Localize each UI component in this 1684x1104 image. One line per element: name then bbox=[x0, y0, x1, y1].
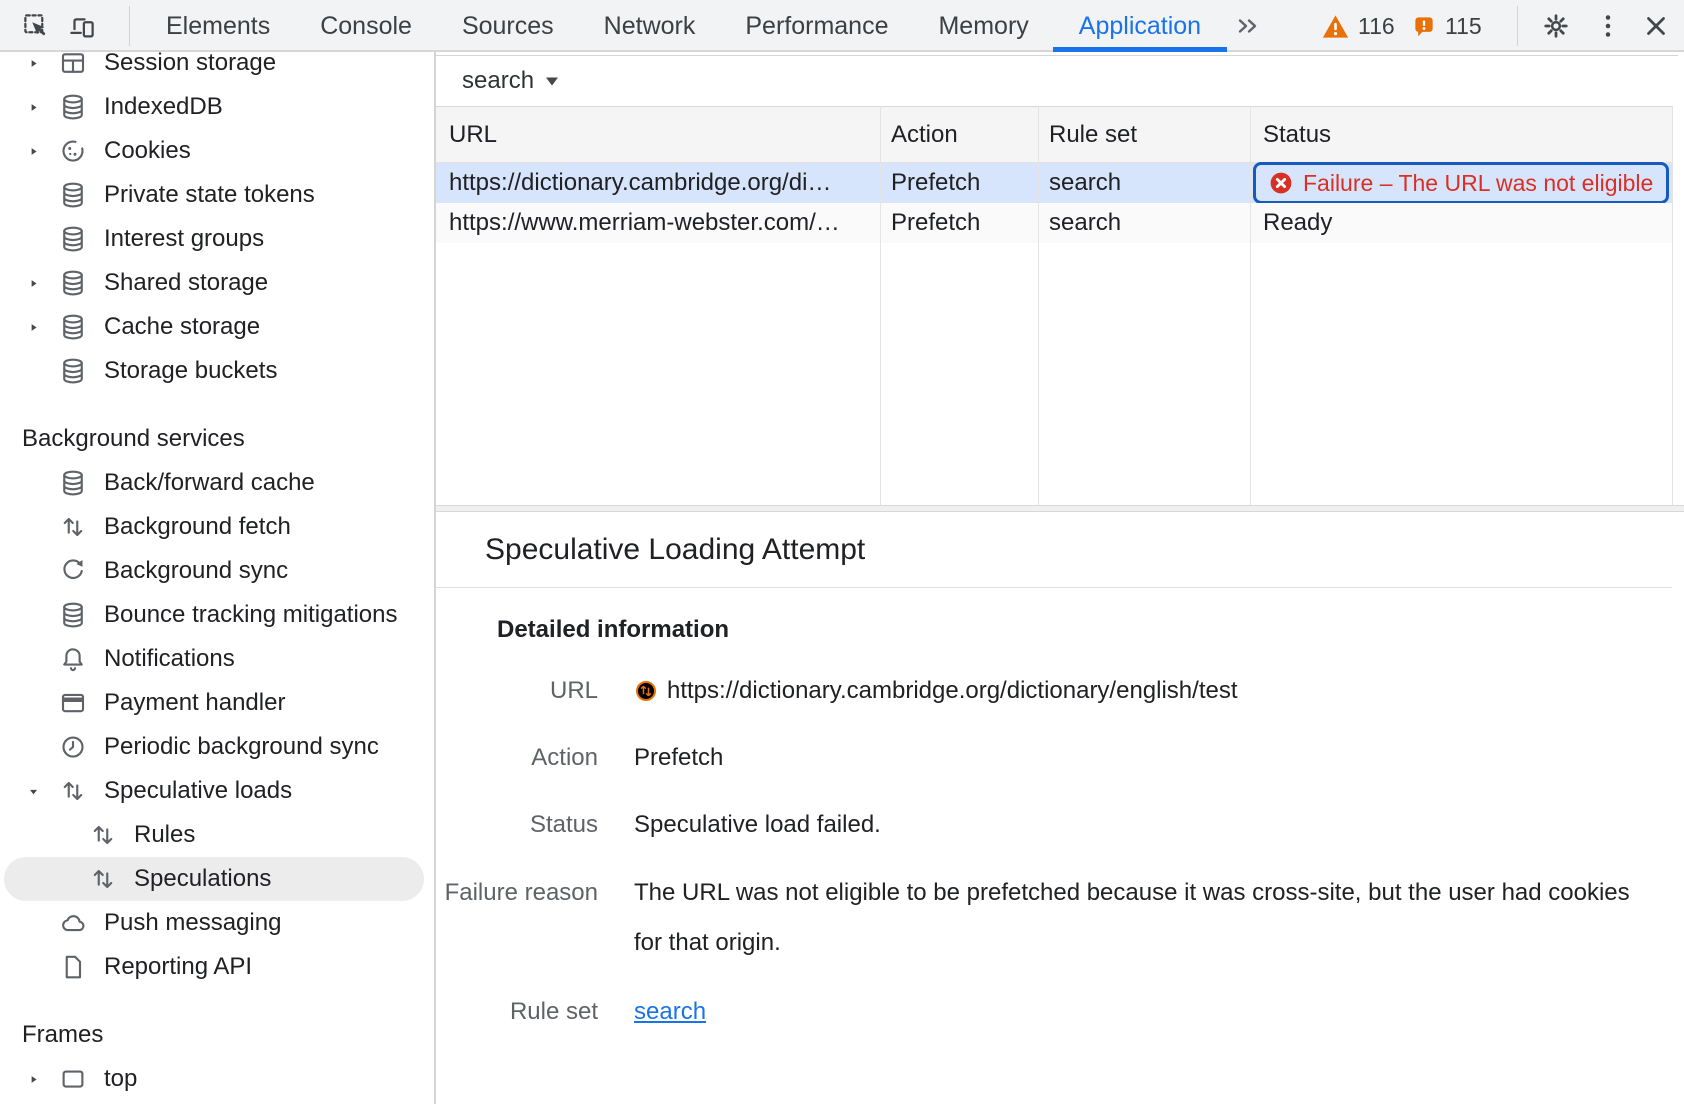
updown-arrows-icon bbox=[58, 776, 88, 806]
sidebar-item-session-storage[interactable] bbox=[0, 52, 433, 85]
sidebar-item-storage-buckets[interactable] bbox=[0, 349, 433, 393]
column-header-url[interactable]: URL bbox=[449, 120, 498, 148]
updown-arrows-icon bbox=[88, 820, 118, 850]
speculations-table-header bbox=[436, 106, 1672, 163]
sidebar-item-rules[interactable] bbox=[0, 813, 433, 857]
sidebar-item-label: Cookies bbox=[104, 137, 191, 164]
sidebar-item-reporting-api[interactable] bbox=[0, 945, 433, 989]
sidebar-item-label: top bbox=[104, 1065, 138, 1092]
expander-right-icon[interactable] bbox=[26, 276, 58, 291]
expander-down-icon[interactable] bbox=[26, 784, 58, 799]
detail-label: Rule set bbox=[509, 998, 598, 1025]
sidebar-item-label: Rules bbox=[134, 821, 196, 848]
device-toolbar-icon bbox=[67, 11, 97, 41]
sidebar-item-background-sync[interactable] bbox=[0, 549, 433, 593]
sidebar-item-label: Shared storage bbox=[104, 269, 269, 296]
cell-url: https://dictionary.cambridge.org/di… bbox=[449, 169, 832, 196]
issues-count: 115 bbox=[1445, 12, 1482, 39]
detail-value: https://dictionary.cambridge.org/dictionary/english/test bbox=[667, 677, 1238, 704]
rule-set-link[interactable]: search bbox=[634, 998, 707, 1025]
expander-right-icon[interactable] bbox=[26, 320, 58, 335]
database-icon bbox=[58, 224, 88, 254]
cookie-icon bbox=[58, 136, 88, 166]
cloud-icon bbox=[58, 908, 88, 938]
close-devtools-button[interactable] bbox=[1636, 7, 1676, 45]
document-icon bbox=[58, 952, 88, 982]
tab-network[interactable]: Network bbox=[603, 11, 696, 40]
cell-url: https://www.merriam-webster.com/… bbox=[449, 209, 840, 236]
horizontal-splitter[interactable] bbox=[436, 505, 1684, 512]
expander-right-icon[interactable] bbox=[26, 1072, 58, 1087]
column-header-action[interactable]: Action bbox=[891, 120, 958, 148]
detail-value: Speculative load failed. bbox=[634, 811, 881, 838]
updown-arrows-icon bbox=[88, 864, 118, 894]
speculative-url-icon bbox=[634, 679, 658, 703]
database-icon bbox=[58, 312, 88, 342]
sidebar-item-notifications[interactable] bbox=[0, 637, 433, 681]
sidebar-item-speculations[interactable] bbox=[4, 857, 424, 901]
sidebar-item-label: Back/forward cache bbox=[104, 469, 315, 496]
issues-badge[interactable] bbox=[1410, 0, 1482, 52]
error-icon bbox=[1268, 170, 1294, 196]
warning-icon bbox=[1320, 11, 1351, 42]
devtools-tabbar bbox=[0, 0, 1684, 52]
gear-icon bbox=[1541, 11, 1571, 41]
tab-sources[interactable]: Sources bbox=[461, 11, 554, 40]
sidebar-tree bbox=[0, 52, 433, 1101]
cell-rule-set: search bbox=[1049, 209, 1122, 236]
sidebar-item-back-forward-cache[interactable] bbox=[0, 461, 433, 505]
attempt-report-title bbox=[436, 512, 1672, 588]
sidebar-item-label: Background sync bbox=[104, 557, 289, 584]
sidebar-item-label: Bounce tracking mitigations bbox=[104, 601, 398, 628]
sidebar-item-label: Speculations bbox=[134, 865, 272, 892]
sidebar-item-background-fetch[interactable] bbox=[0, 505, 433, 549]
cell-rule-set: search bbox=[1049, 169, 1122, 196]
sidebar-item-periodic-background-sync[interactable] bbox=[0, 725, 433, 769]
detail-label: URL bbox=[549, 677, 598, 704]
updown-arrows-icon bbox=[58, 512, 88, 542]
cell-status-failure[interactable] bbox=[1253, 162, 1669, 204]
warnings-badge[interactable] bbox=[1320, 0, 1395, 52]
detailed-information-heading: Detailed information bbox=[497, 616, 730, 643]
detail-value: Prefetch bbox=[634, 744, 724, 771]
table-row[interactable] bbox=[436, 203, 1672, 243]
cell-status: Ready bbox=[1263, 209, 1333, 236]
expander-right-icon[interactable] bbox=[26, 100, 58, 115]
tab-console[interactable]: Console bbox=[320, 11, 412, 40]
sidebar-item-label: Background fetch bbox=[104, 513, 291, 540]
column-header-status[interactable]: Status bbox=[1263, 120, 1332, 148]
cell-action: Prefetch bbox=[891, 169, 981, 196]
warnings-count: 116 bbox=[1358, 12, 1395, 39]
toolbar-separator bbox=[129, 6, 130, 46]
close-icon bbox=[1641, 11, 1671, 41]
sidebar-item-speculative-loads[interactable] bbox=[0, 769, 433, 813]
tab-memory[interactable]: Memory bbox=[938, 11, 1029, 40]
status-failure-text: Failure – The URL was not eligible bbox=[1303, 169, 1654, 196]
column-divider[interactable] bbox=[1250, 106, 1251, 505]
cell-action: Prefetch bbox=[891, 209, 981, 236]
more-tabs-button[interactable] bbox=[1231, 13, 1263, 39]
database-icon bbox=[58, 92, 88, 122]
table-row[interactable] bbox=[436, 163, 1672, 203]
tab-performance[interactable]: Performance bbox=[745, 11, 889, 40]
sidebar-item-bounce-tracking-mitigations[interactable] bbox=[0, 593, 433, 637]
sidebar-item-label: Notifications bbox=[104, 645, 235, 672]
sidebar-item-label: Periodic background sync bbox=[104, 733, 379, 760]
customize-menu-button[interactable] bbox=[1588, 7, 1628, 45]
tab-application[interactable]: Application bbox=[1079, 0, 1201, 52]
tab-elements[interactable]: Elements bbox=[166, 11, 271, 40]
ruleset-filter-dropdown[interactable] bbox=[462, 67, 559, 95]
inspect-icon bbox=[21, 11, 51, 41]
table-icon bbox=[58, 52, 88, 78]
expander-right-icon[interactable] bbox=[26, 144, 58, 159]
sidebar-item-label: Reporting API bbox=[104, 953, 253, 980]
sync-icon bbox=[58, 556, 88, 586]
database-icon bbox=[58, 268, 88, 298]
sidebar-item-push-messaging[interactable] bbox=[0, 901, 433, 945]
sidebar-item-payment-handler[interactable] bbox=[0, 681, 433, 725]
column-divider[interactable] bbox=[1038, 106, 1039, 505]
sidebar-item-label: Speculative loads bbox=[104, 777, 293, 804]
toolbar-separator bbox=[1517, 6, 1518, 46]
chevron-down-icon bbox=[545, 76, 559, 87]
detail-label: Status bbox=[529, 811, 598, 838]
panel-tabs bbox=[166, 0, 1201, 52]
sidebar-item-shared-storage[interactable] bbox=[0, 261, 433, 305]
detail-value: The URL was not eligible to be prefetched because it was cross-site, but the user had cookies for that origin. bbox=[634, 879, 1630, 956]
sidebar-section-header-background-services: Background services bbox=[22, 425, 245, 452]
speculations-toolbar bbox=[436, 55, 1678, 106]
sidebar-item-interest-groups[interactable] bbox=[0, 217, 433, 261]
more-vertical-icon bbox=[1593, 11, 1623, 41]
expander-right-icon[interactable] bbox=[26, 56, 58, 71]
detail-label: Failure reason bbox=[444, 879, 598, 906]
sidebar-item-cookies[interactable] bbox=[0, 129, 433, 173]
sidebar-item-label: Cache storage bbox=[104, 313, 261, 340]
detail-label: Action bbox=[531, 744, 598, 771]
ruleset-filter-label: search bbox=[462, 67, 535, 94]
sidebar-item-label: Payment handler bbox=[104, 689, 286, 716]
attempt-report-title-text: Speculative Loading Attempt bbox=[485, 532, 866, 566]
sidebar-item-top[interactable] bbox=[0, 1057, 433, 1101]
speculations-panel bbox=[434, 52, 1684, 1104]
frame-icon bbox=[58, 1064, 88, 1094]
sidebar-item-label: Interest groups bbox=[104, 225, 265, 252]
device-toolbar-button[interactable] bbox=[62, 7, 102, 45]
table-right-gutter bbox=[1672, 106, 1673, 505]
sidebar-item-cache-storage[interactable] bbox=[0, 305, 433, 349]
sidebar-item-label: IndexedDB bbox=[104, 93, 223, 120]
sidebar-section-header-frames: Frames bbox=[22, 1021, 104, 1048]
database-icon bbox=[58, 600, 88, 630]
database-icon bbox=[58, 180, 88, 210]
sidebar-item-indexeddb[interactable] bbox=[0, 85, 433, 129]
sidebar-item-label: Private state tokens bbox=[104, 181, 315, 208]
payment-card-icon bbox=[58, 688, 88, 718]
issues-icon bbox=[1410, 12, 1438, 40]
sidebar-item-label: Session storage bbox=[104, 52, 277, 76]
application-sidebar bbox=[0, 52, 433, 1104]
sidebar-item-private-state-tokens[interactable] bbox=[0, 173, 433, 217]
database-icon bbox=[58, 468, 88, 498]
database-icon bbox=[58, 356, 88, 386]
column-header-rule-set[interactable]: Rule set bbox=[1049, 120, 1138, 148]
clock-icon bbox=[58, 732, 88, 762]
settings-button[interactable] bbox=[1536, 7, 1576, 45]
bell-icon bbox=[58, 644, 88, 674]
sidebar-item-label: Push messaging bbox=[104, 909, 282, 936]
chevrons-right-icon bbox=[1231, 13, 1263, 39]
column-divider[interactable] bbox=[880, 106, 881, 505]
sidebar-item-label: Storage buckets bbox=[104, 357, 278, 384]
inspect-element-button[interactable] bbox=[16, 7, 56, 45]
